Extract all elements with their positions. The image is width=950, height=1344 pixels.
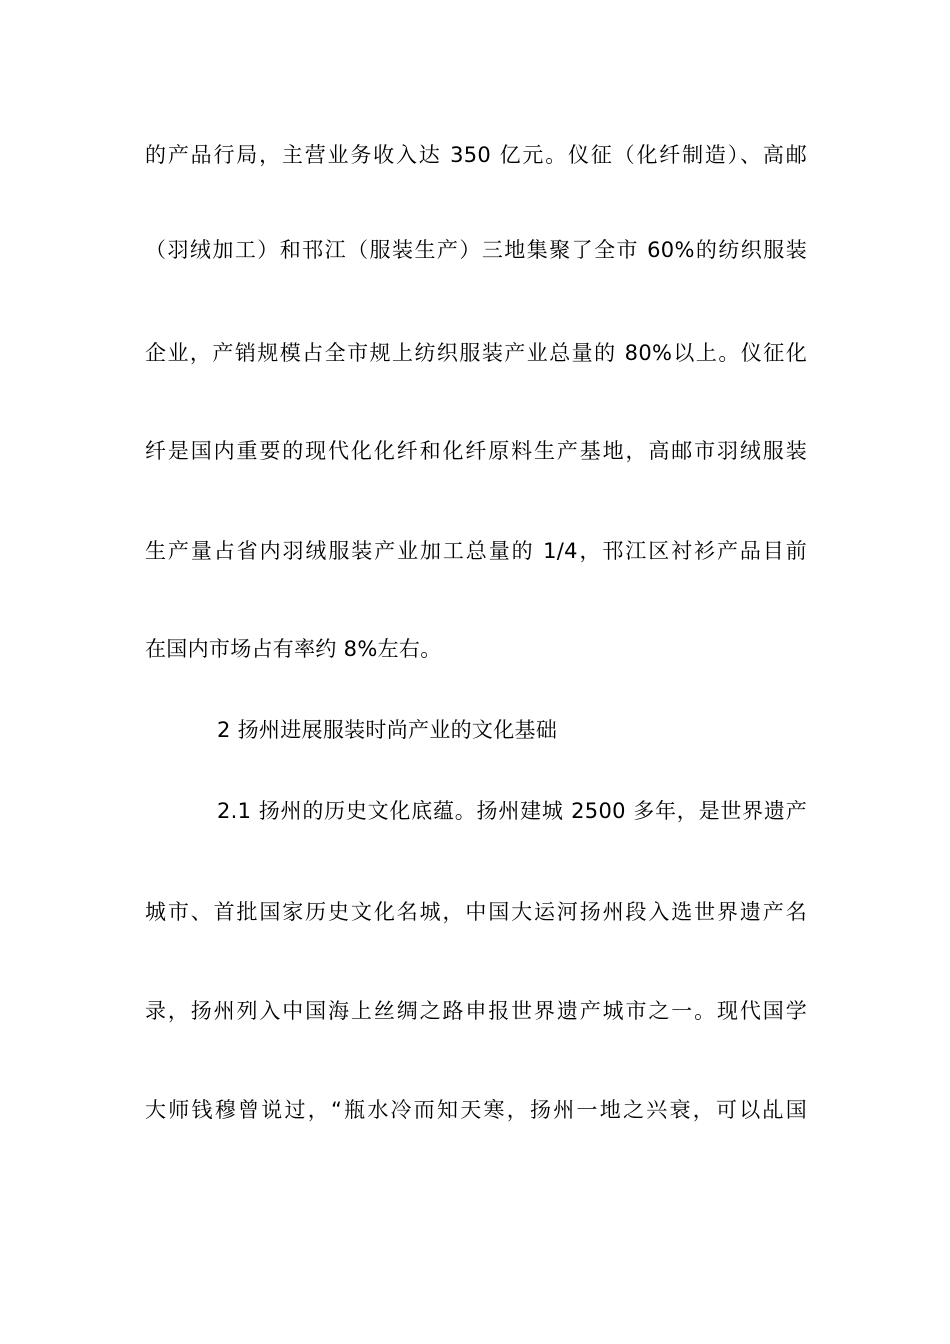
- paragraph-line: 2.1 扬州的历史文化底蕴。扬州建城 2500 多年，是世界遗产: [217, 799, 807, 823]
- paragraph-line: 企业，产销规模占全市规上纺织服装产业总量的 80%以上。仪征化: [145, 341, 807, 365]
- paragraph-line: 在国内市场占有率约 8%左右。: [145, 637, 442, 661]
- paragraph-line: 城市、首批国家历史文化名城，中国大运河扬州段入选世界遗产名: [145, 900, 807, 924]
- paragraph-line: （羽绒加工）和邗江（服装生产）三地集聚了全市 60%的纺织服装: [145, 238, 807, 262]
- paragraph-line: 的产品行局，主营业务收入达 350 亿元。仪征（化纤制造）、高邮: [145, 143, 807, 167]
- section-heading: 2 扬州进展服装时尚产业的文化基础: [217, 718, 558, 742]
- paragraph-line: 生产量占省内羽绒服装产业加工总量的 1/4，邗江区衬衫产品目前: [145, 539, 807, 563]
- paragraph-line: 纤是国内重要的现代化化纤和化纤原料生产基地，高邮市羽绒服装: [145, 439, 807, 463]
- paragraph-line: 录，扬州列入中国海上丝绸之路申报世界遗产城市之一。现代国学: [145, 999, 807, 1023]
- paragraph-line: 大师钱穆曾说过，“瓶水冷而知天寒，扬州一地之兴衰，可以乩国: [145, 1098, 807, 1122]
